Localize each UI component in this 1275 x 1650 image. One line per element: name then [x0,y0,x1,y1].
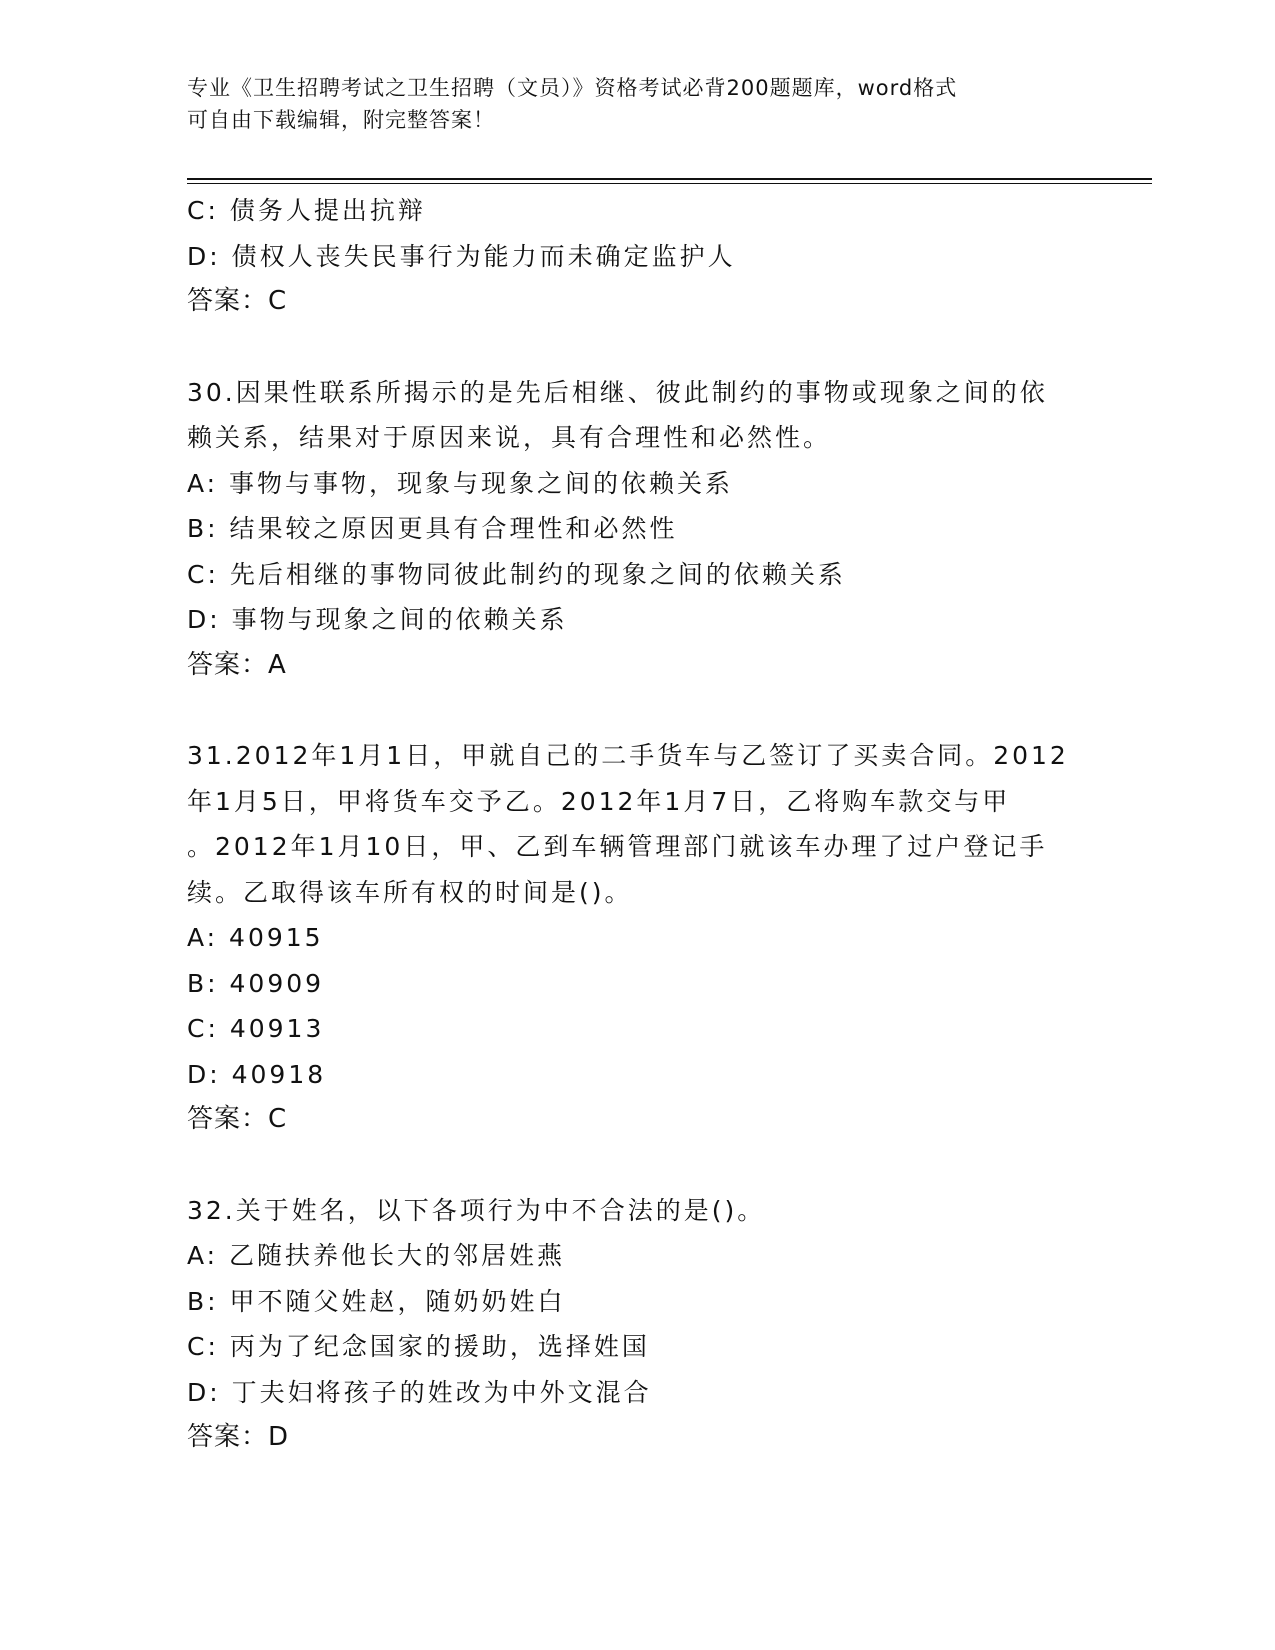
question-list [187,188,1087,1461]
question-30 [187,370,1087,689]
question-32 [187,1188,1087,1461]
option-c: C: 40913 [187,1014,325,1043]
option-d: D: 债权人丧失民事行为能力而未确定监护人 [187,241,736,271]
option-d: D: 丁夫妇将孩子的姓改为中外文混合 [187,1377,652,1407]
question-stem-line: 。2012年1月10日，甲、乙到车辆管理部门就该车办理了过户登记手 [187,832,1048,861]
question-31 [187,733,1087,1143]
header-rule-thick [187,178,1152,180]
option-a: A: 乙随扶养他长大的邻居姓燕 [187,1241,566,1270]
option-c: C: 先后相继的事物同彼此制约的现象之间的依赖关系 [187,559,846,589]
document-header [187,72,1067,136]
spacer [187,1143,1087,1188]
option-a: A: 事物与事物，现象与现象之间的依赖关系 [187,468,734,498]
option-b: B: 结果较之原因更具有合理性和必然性 [187,514,678,543]
question-stem-line: 32.关于姓名，以下各项行为中不合法的是()。 [187,1195,766,1225]
answer-line: 答案：A [187,649,287,680]
answer-line: 答案：C [187,1104,288,1134]
spacer [187,688,1087,733]
question-stem-line: 赖关系，结果对于原因来说，具有合理性和必然性。 [187,423,832,452]
option-b: B: 40909 [187,968,325,998]
question-29-tail [187,188,1087,325]
option-a: A: 40915 [187,923,324,952]
header-rule-thin [187,183,1152,184]
question-stem-line: 年1月5日，甲将货车交予乙。2012年1月7日，乙将购车款交与甲 [187,786,1011,816]
header-line-2: 可自由下载编辑，附完整答案！ [187,108,495,132]
question-stem-line: 续。乙取得该车所有权的时间是()。 [187,877,633,907]
option-c: C: 债务人提出抗辩 [187,196,426,225]
question-stem-line: 31.2012年1月1日，甲就自己的二手货车与乙签订了买卖合同。2012 [187,741,1069,770]
option-b: B: 甲不随父姓赵，随奶奶姓白 [187,1286,566,1316]
header-line-1: 专业《卫生招聘考试之卫生招聘（文员）》资格考试必背200题题库，word格式 [187,76,958,100]
spacer [187,325,1087,370]
option-c: C: 丙为了纪念国家的援助，选择姓国 [187,1332,650,1361]
option-d: D: 40918 [187,1059,327,1089]
option-d: D: 事物与现象之间的依赖关系 [187,605,568,634]
answer-line: 答案：C [187,286,288,316]
answer-line: 答案：D [187,1422,290,1452]
question-stem-line: 30.因果性联系所揭示的是先后相继、彼此制约的事物或现象之间的依 [187,377,1048,407]
